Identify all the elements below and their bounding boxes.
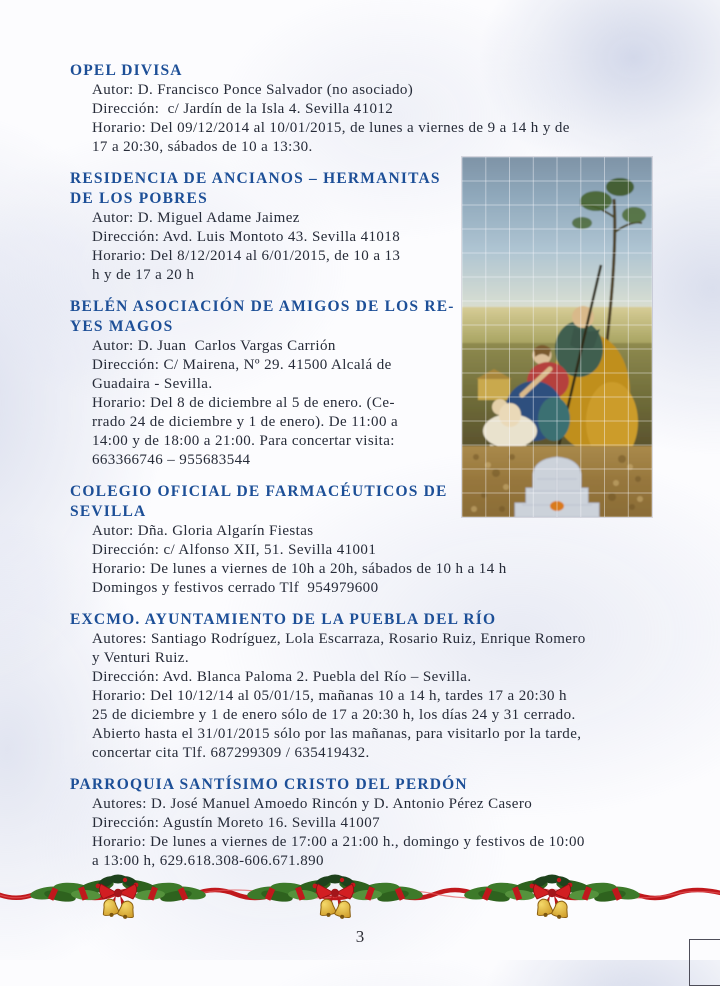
detail-line: rrado 24 de diciembre y 1 de enero). De 11:00 a <box>92 414 399 430</box>
page-number: 3 <box>355 927 365 946</box>
detail-line: Domingos y festivos cerrado Tlf 954979600 <box>92 580 379 596</box>
detail-line: 25 de diciembre y 1 de enero sólo de 17 a 20:30 h, los días 24 y 31 cerrado. <box>92 707 576 723</box>
detail-line: 14:00 y de 18:00 a 21:00. Para concertar visita: <box>92 433 395 449</box>
entry-title-line: EXCMO. AYUNTAMIENTO DE LA PUEBLA DEL RÍO <box>70 611 497 628</box>
entry-details <box>92 630 660 763</box>
entry-title-line: PARROQUIA SANTÍSIMO CRISTO DEL PERDÓN <box>70 776 468 793</box>
entry-title-line: BELÉN ASOCIACIÓN DE AMIGOS DE LOS RE- <box>70 298 455 315</box>
detail-line: Guadaira - Sevilla. <box>92 376 213 392</box>
detail-line: Autor: D. Miguel Adame Jaimez <box>92 210 300 226</box>
detail-line: Autor: D. Francisco Ponce Salvador (no asociado) <box>92 82 414 98</box>
detail-line: a 13:00 h, 629.618.308-606.671.890 <box>92 853 324 869</box>
entry-details <box>92 795 660 871</box>
holy-family-mural-art <box>462 157 652 517</box>
detail-line: Horario: Del 8 de diciembre al 5 de enero. (Ce- <box>92 395 395 411</box>
entry-title-line: SEVILLA <box>70 503 147 520</box>
corner-frame-box <box>689 939 720 986</box>
detail-line: Dirección: Agustín Moreto 16. Sevilla 41007 <box>92 815 380 831</box>
detail-line: concertar cita Tlf. 687299309 / 635419432. <box>92 745 370 761</box>
entry-title-line: OPEL DIVISA <box>70 62 183 79</box>
detail-line: Autor: D. Juan Carlos Vargas Carrión <box>92 338 336 354</box>
detail-line: y Venturi Ruiz. <box>92 650 189 666</box>
detail-line: Horario: Del 09/12/2014 al 10/01/2015, de lunes a viernes de 9 a 14 h y de <box>92 120 570 136</box>
detail-line: Autores: Santiago Rodríguez, Lola Escarraza, Rosario Ruiz, Enrique Romero <box>92 631 586 647</box>
detail-line: Dirección: c/ Jardín de la Isla 4. Sevilla 41012 <box>92 101 394 117</box>
entry-title-line: YES MAGOS <box>70 318 174 335</box>
entry-title-line: RESIDENCIA DE ANCIANOS – HERMANITAS <box>70 170 441 187</box>
detail-line: h y de 17 a 20 h <box>92 267 195 283</box>
detail-line: Horario: De lunes a viernes de 10h a 20h, sábados de 10 h a 14 h <box>92 561 507 577</box>
entry-title <box>70 610 660 630</box>
detail-line: 17 a 20:30, sábados de 10 a 13:30. <box>92 139 313 155</box>
entry-title-line: COLEGIO OFICIAL DE FARMACÉUTICOS DE <box>70 483 448 500</box>
garland-art <box>0 871 720 925</box>
detail-line: Horario: Del 8/12/2014 al 6/01/2015, de 10 a 13 <box>92 248 401 264</box>
detail-line: Dirección: Avd. Blanca Paloma 2. Puebla del Río – Sevilla. <box>92 669 472 685</box>
holy-family-mural-image <box>462 157 652 517</box>
detail-line: Autores: D. José Manuel Amoedo Rincón y D. Antonio Pérez Casero <box>92 796 533 812</box>
entry-5 <box>70 775 660 871</box>
detail-line: Dirección: C/ Mairena, Nº 29. 41500 Alcalá de <box>92 357 392 373</box>
entry-details <box>92 81 660 157</box>
entry-title <box>70 61 660 81</box>
entry-title <box>70 775 660 795</box>
detail-line: Horario: De lunes a viernes de 17:00 a 21:00 h., domingo y festivos de 10:00 <box>92 834 585 850</box>
detail-line: Dirección: c/ Alfonso XII, 51. Sevilla 41001 <box>92 542 377 558</box>
entry-0 <box>70 61 660 157</box>
detail-line: Autor: Dña. Gloria Algarín Fiestas <box>92 523 314 539</box>
detail-line: Horario: Del 10/12/14 al 05/01/15, mañanas 10 a 14 h, tardes 17 a 20:30 h <box>92 688 567 704</box>
detail-line: 663366746 – 955683544 <box>92 452 251 468</box>
entry-title-line: DE LOS POBRES <box>70 190 208 207</box>
detail-line: Abierto hasta el 31/01/2015 sólo por las mañanas, para visitarlo por la tarde, <box>92 726 582 742</box>
entry-details <box>92 522 660 598</box>
entry-4 <box>70 610 660 763</box>
detail-line: Dirección: Avd. Luis Montoto 43. Sevilla 41018 <box>92 229 401 245</box>
christmas-garland-border <box>0 871 720 925</box>
